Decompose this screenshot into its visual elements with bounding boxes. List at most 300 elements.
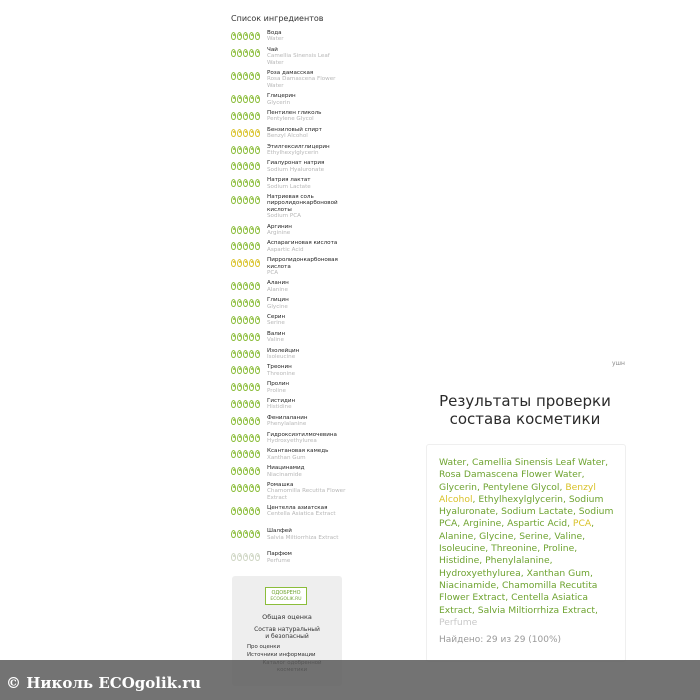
safety-drops-icon xyxy=(231,146,263,156)
ingredient-name-en: Aspartic Acid xyxy=(267,246,304,253)
drop-icon xyxy=(255,417,260,425)
drop-icon xyxy=(231,146,236,154)
ingredient-name-en: Proline xyxy=(267,387,286,394)
ingredient-name-en: Xanthan Gum xyxy=(267,454,306,461)
drop-icon xyxy=(237,417,242,425)
ingredient-row xyxy=(228,398,346,415)
drop-icon xyxy=(237,467,242,475)
about-ratings-link[interactable]: Про оценки xyxy=(247,644,281,650)
ingredient-name-en: Threonine xyxy=(267,370,296,377)
drop-icon xyxy=(249,383,254,391)
drop-icon xyxy=(243,146,248,154)
safety-drops-icon xyxy=(231,450,263,460)
ingredient-row xyxy=(228,280,346,297)
ingredient-names xyxy=(267,348,299,361)
ingredient-name-ru[interactable]: Фенилаланин xyxy=(267,414,308,421)
drop-icon xyxy=(255,72,260,80)
drop-icon xyxy=(255,450,260,458)
ingredient-row xyxy=(228,551,346,568)
drop-icon xyxy=(249,350,254,358)
ingredient-name-en: Salvia Miltiorrhiza Extract xyxy=(267,534,339,541)
drop-icon xyxy=(255,95,260,103)
ingredient-row xyxy=(228,482,346,505)
safety-drops-icon xyxy=(231,72,263,82)
drop-icon xyxy=(243,259,248,267)
ingredient-row xyxy=(228,177,346,194)
drop-icon xyxy=(255,226,260,234)
result-ingredient[interactable]: Threonine xyxy=(491,543,538,555)
ingredient-name-ru[interactable]: Центелла азиатская xyxy=(267,505,328,512)
ingredient-names xyxy=(267,160,324,173)
safety-drops-icon xyxy=(231,112,263,122)
ingredient-name-en: Water xyxy=(267,36,284,43)
drop-icon xyxy=(243,129,248,137)
ingredient-row xyxy=(228,465,346,482)
drop-icon xyxy=(249,259,254,267)
safety-drops-icon xyxy=(231,316,263,326)
ingredient-list xyxy=(228,30,346,568)
drop-icon xyxy=(231,484,236,492)
ingredient-names xyxy=(267,257,346,276)
result-ingredient[interactable]: Proline xyxy=(543,543,575,555)
drop-icon xyxy=(243,112,248,120)
ingredient-name-en: Sodium Hyaluronate xyxy=(267,166,325,173)
safety-drops-icon xyxy=(231,226,263,236)
drop-icon xyxy=(249,434,254,442)
drop-icon xyxy=(243,32,248,40)
drop-icon xyxy=(243,333,248,341)
result-ingredient[interactable]: Chamomilla Recutita Flower Extract xyxy=(439,579,598,604)
results-card xyxy=(426,444,626,662)
drop-icon xyxy=(255,333,260,341)
ingredient-names xyxy=(267,398,295,411)
drop-icon xyxy=(231,333,236,341)
drop-icon xyxy=(243,299,248,307)
ingredient-name-en: Isoleucine xyxy=(267,353,296,360)
ingredient-name-ru[interactable]: Аргинин xyxy=(267,223,292,230)
ingredient-row xyxy=(228,364,346,381)
drop-icon xyxy=(255,553,260,561)
drop-icon xyxy=(249,179,254,187)
ingredient-row xyxy=(228,348,346,365)
drop-icon xyxy=(243,316,248,324)
drop-icon xyxy=(237,484,242,492)
ingredient-name-en: Valine xyxy=(267,337,284,344)
ingredient-name-en: Alanine xyxy=(267,286,288,293)
drop-icon xyxy=(231,417,236,425)
ingredient-row xyxy=(228,30,346,47)
ingredient-name-ru[interactable]: Пентилен гликоль xyxy=(267,109,322,116)
drop-icon xyxy=(243,553,248,561)
drop-icon xyxy=(237,299,242,307)
ingredient-name-ru[interactable]: Гистидин xyxy=(267,397,296,404)
ingredient-name-ru[interactable]: Бензиловый спирт xyxy=(267,126,322,133)
ingredient-names xyxy=(267,297,289,310)
ingredient-names xyxy=(267,47,346,66)
ingredient-names xyxy=(267,177,311,190)
result-ingredient[interactable]: Niacinamide xyxy=(439,579,497,591)
watermark-bar xyxy=(0,660,700,700)
drop-icon xyxy=(255,507,260,515)
drop-icon xyxy=(243,530,248,538)
drop-icon xyxy=(255,434,260,442)
drop-icon xyxy=(255,112,260,120)
drop-icon xyxy=(255,179,260,187)
drop-icon xyxy=(243,196,248,204)
drop-icon xyxy=(231,400,236,408)
safety-drops-icon xyxy=(231,333,263,343)
ingredient-name-ru[interactable]: Этилгексилглицерин xyxy=(267,143,330,150)
ingredient-name-en: Niacinamide xyxy=(267,471,302,478)
drop-icon xyxy=(255,400,260,408)
drop-icon xyxy=(237,333,242,341)
result-ingredient[interactable]: Isoleucine xyxy=(439,543,486,555)
ingredient-names xyxy=(267,448,328,461)
drop-icon xyxy=(231,383,236,391)
safety-drops-icon xyxy=(231,434,263,444)
drop-icon xyxy=(231,450,236,458)
drop-icon xyxy=(237,530,242,538)
drop-icon xyxy=(237,242,242,250)
ingredient-row xyxy=(228,127,346,144)
safety-drops-icon xyxy=(231,366,263,376)
drop-icon xyxy=(255,146,260,154)
drop-icon xyxy=(231,467,236,475)
drop-icon xyxy=(249,484,254,492)
safety-drops-icon xyxy=(231,95,263,105)
ingredient-name-ru[interactable]: Изолейцин xyxy=(267,347,300,354)
drop-icon xyxy=(231,553,236,561)
drop-icon xyxy=(237,196,242,204)
result-ingredient[interactable]: Ethylhexylglycerin xyxy=(478,493,563,505)
ingredient-name-en: Histidine xyxy=(267,404,292,411)
drop-icon xyxy=(243,417,248,425)
ingredient-row xyxy=(228,110,346,127)
ingredient-names xyxy=(267,528,338,541)
drop-icon xyxy=(249,162,254,170)
drop-icon xyxy=(243,95,248,103)
drop-icon xyxy=(249,226,254,234)
drop-icon xyxy=(237,112,242,120)
ingredient-name-en: Arginine xyxy=(267,229,291,236)
drop-icon xyxy=(243,450,248,458)
result-ingredient[interactable]: Arginine xyxy=(463,518,502,530)
drop-icon xyxy=(249,282,254,290)
drop-icon xyxy=(255,530,260,538)
drop-icon xyxy=(255,242,260,250)
ingredient-name-ru[interactable]: Парфюм xyxy=(267,551,292,558)
drop-icon xyxy=(237,129,242,137)
result-ingredient[interactable]: Benzyl Alcohol xyxy=(439,481,596,505)
drop-icon xyxy=(243,350,248,358)
ingredient-name-ru[interactable]: Ромашка xyxy=(267,481,294,488)
drop-icon xyxy=(249,507,254,515)
result-ingredient[interactable]: Valine xyxy=(554,530,583,542)
drop-icon xyxy=(255,32,260,40)
ingredient-names xyxy=(267,30,284,43)
drop-icon xyxy=(249,299,254,307)
drop-icon xyxy=(231,112,236,120)
drop-icon xyxy=(255,299,260,307)
drop-icon xyxy=(243,72,248,80)
drop-icon xyxy=(249,196,254,204)
drop-icon xyxy=(243,282,248,290)
result-ingredient[interactable]: Glycerin xyxy=(439,481,477,493)
result-ingredient[interactable]: Histidine xyxy=(439,555,480,567)
ingredient-name-ru[interactable]: Натриевая соль пирролидонкарбоновой кислоты xyxy=(267,193,338,213)
ingredients-title: Список ингредиентов xyxy=(231,14,324,23)
ingredient-name-en: Camellia Sinensis Leaf Water xyxy=(267,53,330,66)
drop-icon xyxy=(231,259,236,267)
drop-icon xyxy=(243,467,248,475)
drop-icon xyxy=(231,179,236,187)
drop-icon xyxy=(237,146,242,154)
ingredient-name-ru[interactable]: Чай xyxy=(267,46,278,53)
drop-icon xyxy=(249,333,254,341)
ingredient-name-en: Hydroxyethylurea xyxy=(267,437,317,444)
ingredient-name-ru[interactable]: Аспарагиновая кислота xyxy=(267,240,338,247)
ingredient-row xyxy=(228,224,346,241)
drop-icon xyxy=(237,434,242,442)
safety-drops-icon xyxy=(231,467,263,477)
safety-drops-icon xyxy=(231,484,263,494)
result-ingredient[interactable]: Sodium Lactate xyxy=(501,506,573,518)
ingredient-name-en: Ethylhexylglycerin xyxy=(267,149,319,156)
drop-icon xyxy=(231,434,236,442)
drop-icon xyxy=(231,530,236,538)
result-ingredient[interactable]: Water xyxy=(439,457,467,468)
ingredient-name-ru[interactable]: Валин xyxy=(267,330,286,337)
results-title: Результаты проверки состава косметики xyxy=(439,392,611,428)
drop-icon xyxy=(237,553,242,561)
drop-icon xyxy=(237,350,242,358)
safety-drops-icon xyxy=(231,49,263,59)
drop-icon xyxy=(243,434,248,442)
drop-icon xyxy=(237,282,242,290)
cut-off-text: ушн xyxy=(612,360,625,367)
safety-drops-icon xyxy=(231,259,263,269)
drop-icon xyxy=(237,400,242,408)
drop-icon xyxy=(243,507,248,515)
drop-icon xyxy=(255,49,260,57)
result-ingredient[interactable]: Phenylalanine xyxy=(485,555,550,567)
natural-safe-text: Состав натуральный и безопасный xyxy=(254,626,320,640)
ingredient-name-ru[interactable]: Гидроксиэтилмочевина xyxy=(267,431,337,438)
drop-icon xyxy=(231,366,236,374)
approved-badge xyxy=(265,587,307,605)
ingredient-name-en: Glycine xyxy=(267,303,288,310)
drop-icon xyxy=(237,259,242,267)
ingredient-name-en: Pentylene Glycol xyxy=(267,116,314,123)
drop-icon xyxy=(249,49,254,57)
drop-icon xyxy=(249,129,254,137)
drop-icon xyxy=(249,242,254,250)
drop-icon xyxy=(237,366,242,374)
ingredient-name-ru[interactable]: Натрия лактат xyxy=(267,177,311,184)
ingredient-name-ru[interactable]: Серин xyxy=(267,313,286,320)
ingredient-name-ru[interactable]: Ниацинамид xyxy=(267,465,305,472)
drop-icon xyxy=(255,366,260,374)
ingredient-names xyxy=(267,364,295,377)
ingredients-panel xyxy=(228,14,346,568)
ingredient-names xyxy=(267,240,337,253)
ingredient-name-ru[interactable]: Глицин xyxy=(267,297,289,304)
drop-icon xyxy=(231,242,236,250)
drop-icon xyxy=(231,49,236,57)
ingredient-name-en: Perfume xyxy=(267,557,291,564)
ingredient-names xyxy=(267,331,285,344)
ingredient-name-en: Sodium PCA xyxy=(267,213,301,220)
ingredient-name-ru[interactable]: Пролин xyxy=(267,381,290,388)
safety-drops-icon xyxy=(231,383,263,393)
result-ingredient[interactable]: Sodium Hyaluronate xyxy=(439,493,604,518)
drop-icon xyxy=(237,32,242,40)
ingredient-row xyxy=(228,314,346,331)
drop-icon xyxy=(249,450,254,458)
drop-icon xyxy=(249,467,254,475)
drop-icon xyxy=(249,72,254,80)
info-sources-link[interactable]: Источники информации xyxy=(247,652,316,658)
approved-badge-line1: ОДОБРЕНО xyxy=(271,590,301,596)
drop-icon xyxy=(231,129,236,137)
ingredient-names xyxy=(267,551,292,564)
result-ingredient[interactable]: Hydroxyethylurea xyxy=(439,567,521,579)
drop-icon xyxy=(255,316,260,324)
watermark-text: © Николь ECOgolik.ru xyxy=(6,674,202,692)
drop-icon xyxy=(237,95,242,103)
drop-icon xyxy=(231,196,236,204)
ingredient-names xyxy=(267,314,285,327)
result-ingredient[interactable]: Aspartic Acid xyxy=(507,518,568,530)
ingredient-names xyxy=(267,482,346,501)
safety-drops-icon xyxy=(231,32,263,42)
drop-icon xyxy=(231,72,236,80)
drop-icon xyxy=(243,383,248,391)
ingredient-row xyxy=(228,528,346,551)
ingredient-row xyxy=(228,448,346,465)
ingredient-names xyxy=(267,432,337,445)
ingredient-row xyxy=(228,144,346,161)
ingredient-names xyxy=(267,381,289,394)
drop-icon xyxy=(249,316,254,324)
safety-drops-icon xyxy=(231,179,263,189)
ingredient-name-en: Centella Asiatica Extract xyxy=(267,511,336,518)
drop-icon xyxy=(243,400,248,408)
ingredient-name-ru[interactable]: Шалфей xyxy=(267,528,292,535)
result-ingredient[interactable]: Serine xyxy=(519,530,549,542)
drop-icon xyxy=(255,259,260,267)
drop-icon xyxy=(255,162,260,170)
result-ingredient[interactable]: Camellia Sinensis Leaf Water xyxy=(472,457,606,468)
drop-icon xyxy=(237,179,242,187)
drop-icon xyxy=(243,179,248,187)
safety-drops-icon xyxy=(231,242,263,252)
overall-rating-label: Общая оценка xyxy=(262,613,312,621)
safety-drops-icon xyxy=(231,507,263,517)
result-ingredient[interactable]: Salvia Miltiorrhiza Extract xyxy=(477,604,595,616)
ingredient-names xyxy=(267,505,336,518)
drop-icon xyxy=(243,242,248,250)
safety-drops-icon xyxy=(231,299,263,309)
ingredient-name-ru[interactable]: Роза дамасская xyxy=(267,69,314,76)
ingredient-name-ru[interactable]: Ксантановая камедь xyxy=(267,448,329,455)
result-ingredient[interactable]: PCA xyxy=(572,518,592,530)
drop-icon xyxy=(231,282,236,290)
ingredient-row xyxy=(228,70,346,93)
result-ingredient[interactable]: Pentylene Glycol xyxy=(482,481,560,493)
drop-icon xyxy=(243,366,248,374)
ingredient-names xyxy=(267,465,305,478)
ingredient-names xyxy=(267,110,321,123)
result-ingredient[interactable]: Alanine xyxy=(439,530,474,542)
ingredient-name-en: Chamomilla Recutita Flower Extract xyxy=(267,488,346,501)
safety-drops-icon xyxy=(231,553,263,563)
drop-icon xyxy=(255,383,260,391)
drop-icon xyxy=(237,162,242,170)
results-ingredient-text: Water, Camellia Sinensis Leaf Water, Rosa Damascena Flower Water, Glycerin, Pentylene Glycol, Benzyl Alcohol, Ethylhexylglycerin, Sodium Hyaluronate, Sodium Lactate, Sodium PCA, Arginine, Aspartic Acid, PCA, Alanine, Glycine, Serine, Valine, Isoleucine, Threonine, Proline, Histidine, Phenylalanine, Hydroxyethylurea, Xanthan Gum, Niacinamide, Chamomilla Recutita Flower Extract, Centella Asiatica Extract, Salvia Miltiorrhiza Extract, Perfume xyxy=(439,457,614,628)
ingredient-name-ru[interactable]: Пирролидонкарбоновая кислота xyxy=(267,257,338,270)
drop-icon xyxy=(243,226,248,234)
drop-icon xyxy=(231,299,236,307)
ingredient-names xyxy=(267,70,346,89)
result-ingredient[interactable]: Centella Asiatica Extract xyxy=(439,592,588,616)
safety-drops-icon xyxy=(231,196,263,206)
safety-drops-icon xyxy=(231,282,263,292)
ingredient-names xyxy=(267,194,346,220)
ingredient-names xyxy=(267,127,322,140)
drop-icon xyxy=(249,95,254,103)
drop-icon xyxy=(237,226,242,234)
ingredient-name-en: Phenylalanine xyxy=(267,421,307,428)
drop-icon xyxy=(243,484,248,492)
result-ingredient[interactable]: Rosa Damascena Flower Water xyxy=(439,469,582,481)
ingredient-row xyxy=(228,257,346,280)
ingredient-row xyxy=(228,93,346,110)
drop-icon xyxy=(231,316,236,324)
result-ingredient[interactable]: Perfume xyxy=(439,616,478,628)
drop-icon xyxy=(243,162,248,170)
ingredient-row xyxy=(228,432,346,449)
drop-icon xyxy=(237,49,242,57)
drop-icon xyxy=(231,350,236,358)
drop-icon xyxy=(255,484,260,492)
result-ingredient[interactable]: Xanthan Gum xyxy=(526,567,591,579)
ingredient-name-ru[interactable]: Глицерин xyxy=(267,93,296,100)
ingredient-name-ru[interactable]: Гиалуронат натрия xyxy=(267,160,325,167)
drop-icon xyxy=(249,146,254,154)
drop-icon xyxy=(255,282,260,290)
ingredient-name-ru[interactable]: Треонин xyxy=(267,364,292,371)
drop-icon xyxy=(243,49,248,57)
drop-icon xyxy=(237,450,242,458)
result-ingredient[interactable]: Sodium PCA xyxy=(439,506,614,530)
approved-badge-line2: ECOGOLIK.RU xyxy=(270,597,302,602)
ingredient-name-en: PCA xyxy=(267,269,279,276)
found-count: Найдено: 29 из 29 (100%) xyxy=(439,635,562,645)
drop-icon xyxy=(249,112,254,120)
drop-icon xyxy=(249,530,254,538)
ingredient-name-ru[interactable]: Вода xyxy=(267,30,282,36)
ingredient-names xyxy=(267,144,330,157)
safety-drops-icon xyxy=(231,350,263,360)
drop-icon xyxy=(249,553,254,561)
ingredient-row xyxy=(228,415,346,432)
ingredient-name-en: Serine xyxy=(267,320,285,327)
result-ingredient[interactable]: Glycine xyxy=(479,530,514,542)
drop-icon xyxy=(249,366,254,374)
drop-icon xyxy=(249,32,254,40)
ingredient-name-ru[interactable]: Аланин xyxy=(267,280,289,287)
